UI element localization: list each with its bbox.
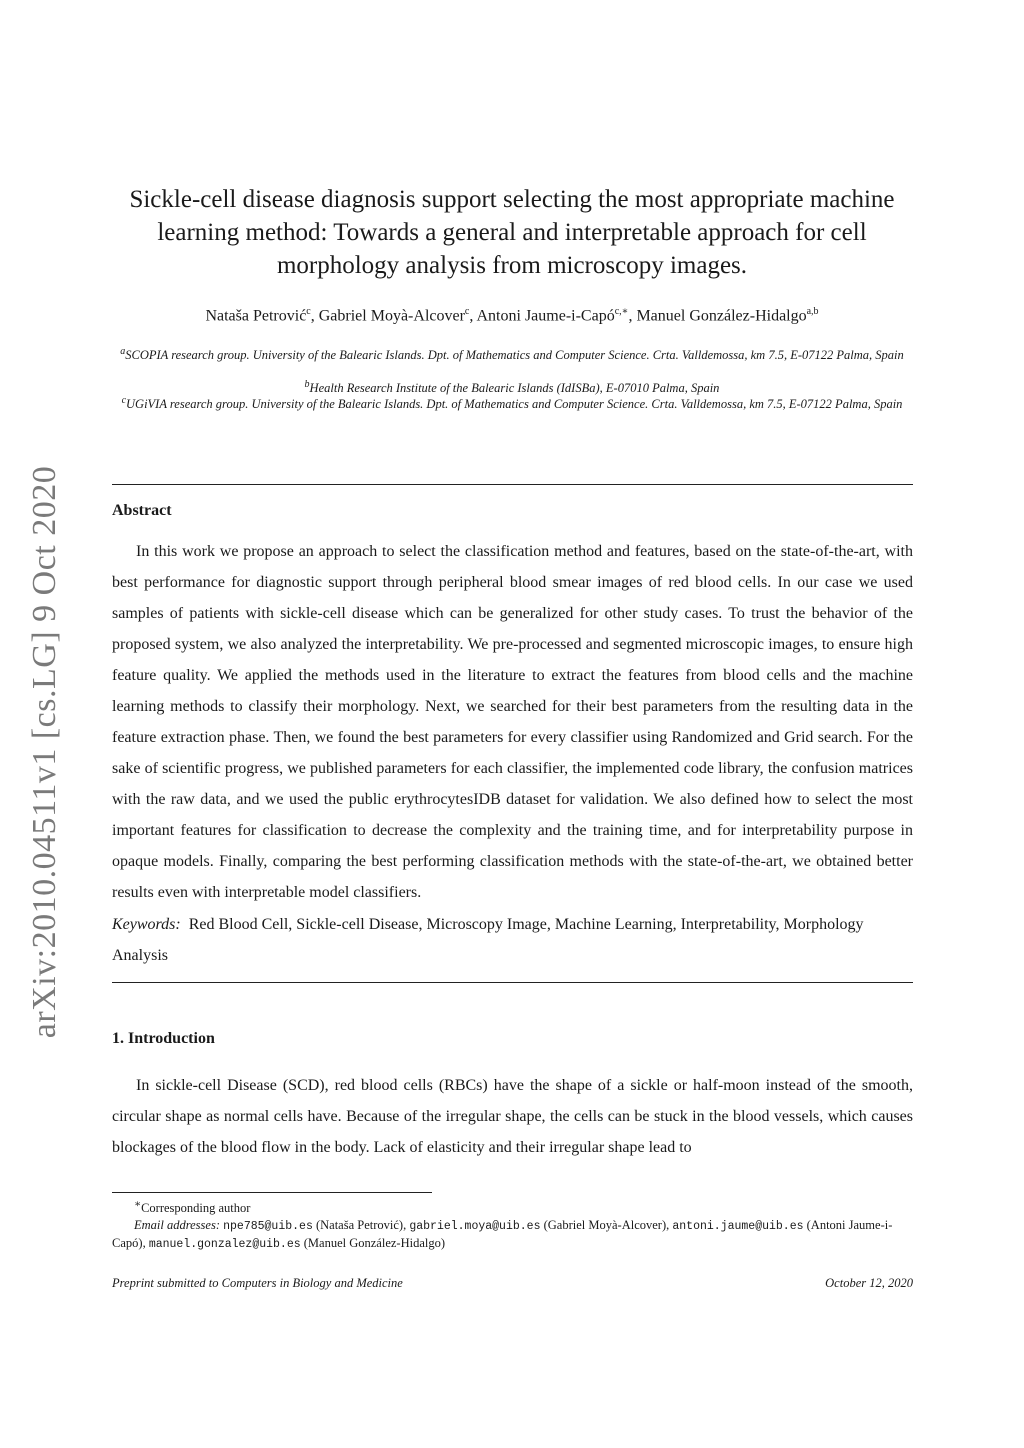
author-list xyxy=(112,306,912,325)
email-link[interactable]: manuel.gonzalez@uib.es xyxy=(148,1238,301,1252)
affiliation-c xyxy=(112,393,912,413)
author: Gabriel Moyà-Alcover xyxy=(318,307,465,325)
affiliation-mark: c xyxy=(121,395,127,406)
affiliation-text: SCOPIA research group. University of the Balearic Islands. Dpt. of Mathematics and Computer Science. Crta. Valldemossa, km 7.5, E-07122 Palma, Spain xyxy=(125,348,904,363)
author: Manuel González-Hidalgo xyxy=(636,307,807,325)
corresponding-author-label: Corresponding author xyxy=(141,1201,251,1216)
affiliation-text: Health Research Institute of the Balearic Islands (IdISBa), E-07010 Palma, Spain xyxy=(309,381,720,396)
keywords-label: Keywords: xyxy=(112,916,181,933)
email-separator: , xyxy=(142,1236,149,1251)
footnote xyxy=(112,1196,913,1253)
keywords xyxy=(112,909,913,971)
email-owner: (Antoni Jaume-i-Capó) xyxy=(112,1218,893,1251)
affiliation-text: UGiVIA research group. University of the Balearic Islands. Dpt. of Mathematics and Computer Science. Crta. Valldemossa, km 7.5, E-07122 Palma, Spain xyxy=(126,397,903,412)
arxiv-identifier-stamp: arXiv:2010.04511v1 [cs.LG] 9 Oct 2020 xyxy=(26,465,63,1039)
author-affiliation-mark: c,∗ xyxy=(614,306,629,317)
author-affiliation-mark: a,b xyxy=(806,306,819,317)
introduction-body: In sickle-cell Disease (SCD), red blood cells (RBCs) have the shape of a sickle or half-moon instead of the smooth, circular shape as normal cells have. Because of the irregular shape, the cells can be stuck in the blood vessels, which causes blockages of the blood flow in the body. Lack of elasticity and their irregular shape lead to xyxy=(112,1077,913,1156)
email-link[interactable]: antoni.jaume@uib.es xyxy=(672,1220,804,1234)
abstract-bottom-rule xyxy=(112,982,913,983)
email-separator: , xyxy=(403,1218,410,1233)
email-label: Email addresses: xyxy=(134,1218,220,1233)
footer-date: October 12, 2020 xyxy=(825,1276,913,1290)
email-link[interactable]: npe785@uib.es xyxy=(223,1220,313,1234)
affiliation-mark: a xyxy=(120,346,126,357)
author-separator: , xyxy=(310,307,319,325)
footnote-mark: ∗ xyxy=(134,1199,142,1210)
corresponding-author-note xyxy=(112,1196,913,1217)
paper-title: Sickle-cell disease diagnosis support selecting the most appropriate machine learning method: Towards a general and interpretable approach for cell morphology analysis from microscopy images. xyxy=(129,186,895,279)
abstract-body: In this work we propose an approach to select the classification method and features, based on the state-of-the-art, with best performance for diagnostic support through peripheral blood smear images of red blood cells. In our case we used samples of patients with sickle-cell disease which can be generalized for other study cases. To trust the behavior of the proposed system, we also analyzed the interpretability. We pre-processed and segmented microscopic images, to ensure high feature quality. We applied the methods used in the literature to extract the features from blood cells and the machine learning methods to classify their morphology. Next, we searched for their best parameters from the resulting data in the feature extraction phase. Then, we found the best parameters for every classifier using Randomized and Grid search. For the sake of scientific progress, we published parameters for each classifier, the implemented code library, the confusion matrices with the raw data, and we used the public erythrocytesIDB dataset for validation. We also defined how to select the most important features for classification to decrease the complexity and the training time, and for interpretability purpose in opaque models. Finally, comparing the best performing classification methods with the state-of-the-art, we obtained better results even with interpretable model classifiers. xyxy=(112,543,913,901)
email-link[interactable]: gabriel.moya@uib.es xyxy=(409,1220,541,1234)
author-affiliation-mark: c xyxy=(306,306,311,317)
footnote-rule xyxy=(112,1192,432,1193)
affiliation-a xyxy=(112,344,912,364)
footer-journal: Preprint submitted to Computers in Biology and Medicine xyxy=(112,1276,403,1290)
email-owner: (Nataša Petrović) xyxy=(315,1218,404,1233)
email-owner: (Gabriel Moyà-Alcover) xyxy=(543,1218,667,1233)
author-separator: , xyxy=(469,307,477,325)
section-heading-introduction: 1. Introduction xyxy=(112,1030,215,1047)
email-addresses xyxy=(112,1217,913,1253)
author: Antoni Jaume-i-Capó xyxy=(476,307,615,325)
email-separator: , xyxy=(666,1218,673,1233)
abstract-heading: Abstract xyxy=(112,502,172,519)
abstract-top-rule xyxy=(112,484,913,485)
author-separator: , xyxy=(628,307,637,325)
keywords-text: Red Blood Cell, Sickle-cell Disease, Microscopy Image, Machine Learning, Interpretability, Morphology Analysis xyxy=(112,916,864,964)
author: Nataša Petrović xyxy=(205,307,307,325)
email-owner: (Manuel González-Hidalgo) xyxy=(303,1236,446,1251)
affiliation-mark: b xyxy=(304,379,310,390)
author-affiliation-mark: c xyxy=(464,306,470,317)
